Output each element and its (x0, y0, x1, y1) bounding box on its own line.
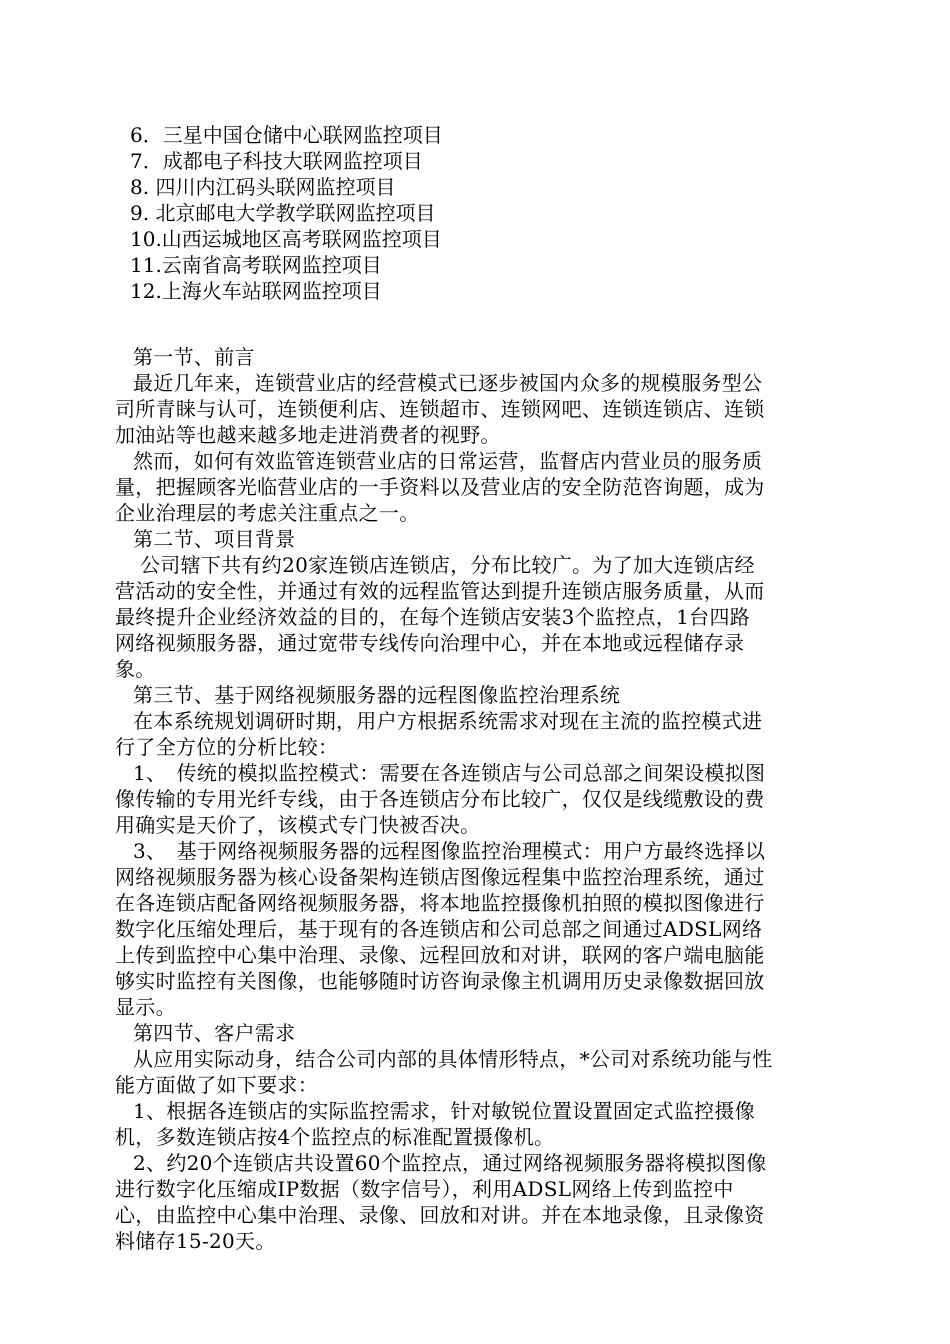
text-line: 在本系统规划调研时期，用户方根据系统需求对现在主流的监控模式进 (133, 709, 763, 733)
list-item: 11.云南省高考联网监控项目 (130, 253, 382, 277)
document-body (115, 344, 840, 1254)
text-line: 企业治理层的考虑关注重点之一。 (115, 501, 420, 525)
text-line: 在各连锁店配备网络视频服务器，将本地监控摄像机拍照的模拟图像进行 (115, 891, 765, 915)
text-line: 3、 基于网络视频服务器的远程图像监控治理模式：用户方最终选择以 (133, 839, 766, 863)
text-line: 象。 (115, 657, 156, 681)
text-line: 公司辖下共有约20家连锁店连锁店，分布比较广。为了加大连锁店经 (140, 553, 755, 577)
list-item: 7．成都电子科技大联网监控项目 (130, 149, 423, 173)
text-line: 量，把握顾客光临营业店的一手资料以及营业店的安全防范咨询题，成为 (115, 475, 765, 499)
text-line: 上传到监控中心集中治理、录像、远程回放和对讲，联网的客户端电脑能 (115, 943, 765, 967)
text-line: 从应用实际动身，结合公司内部的具体情形特点，*公司对系统功能与性 (133, 1047, 773, 1071)
text-line: 然而，如何有效监管连锁营业店的日常运营，监督店内营业员的服务质 (133, 449, 763, 473)
list-item: 8. 四川内江码头联网监控项目 (130, 175, 396, 199)
section-heading: 第二节、项目背景 (133, 527, 296, 551)
text-line: 够实时监控有关图像，也能够随时访咨询录像主机调用历史录像数据回放 (115, 969, 765, 993)
section-heading: 第四节、客户需求 (133, 1021, 296, 1045)
text-line: 2、约20个连锁店共设置60个监控点，通过网络视频服务器将模拟图像 (133, 1151, 767, 1175)
text-line: 显示。 (115, 995, 176, 1019)
text-line: 数字化压缩处理后，基于现有的各连锁店和公司总部之间通过ADSL网络 (115, 917, 763, 941)
list-item: 9. 北京邮电大学教学联网监控项目 (130, 201, 436, 225)
text-line: 网络视频服务器为核心设备架构连锁店图像远程集中监控治理系统，通过 (115, 865, 765, 889)
text-line: 营活动的安全性，并通过有效的远程监管达到提升连锁店服务质量，从而 (115, 579, 765, 603)
text-line: 心，由监控中心集中治理、录像、回放和对讲。并在本地录像，且录像资 (115, 1203, 765, 1227)
text-line: 司所青睐与认可，连锁便利店、连锁超市、连锁网吧、连锁连锁店、连锁 (115, 397, 765, 421)
text-line: 行了全方位的分析比较： (115, 735, 339, 759)
list-item: 12.上海火车站联网监控项目 (130, 279, 382, 303)
text-line: 像传输的专用光纤专线，由于各连锁店分布比较广，仅仅是线缆敷设的费 (115, 787, 765, 811)
text-line: 最终提升企业经济效益的目的，在每个连锁店安装3个监控点，1台四路 (115, 605, 751, 629)
text-line: 加油站等也越来越多地走进消费者的视野。 (115, 423, 501, 447)
text-line: 料储存15-20天。 (115, 1229, 276, 1253)
text-line: 能方面做了如下要求： (115, 1073, 318, 1097)
section-heading: 第一节、前言 (133, 345, 255, 369)
text-line: 网络视频服务器，通过宽带专线传向治理中心，并在本地或远程储存录 (115, 631, 745, 655)
text-line: 进行数字化压缩成IP数据（数字信号），利用ADSL网络上传到监控中 (115, 1177, 734, 1201)
text-line: 1、 传统的模拟监控模式：需要在各连锁店与公司总部之间架设模拟图 (133, 761, 766, 785)
list-item: 6．三星中国仓储中心联网监控项目 (130, 123, 443, 147)
text-line: 最近几年来，连锁营业店的经营模式已逐步被国内众多的规模服务型公 (133, 371, 763, 395)
text-line: 用确实是天价了，该模式专门快被否决。 (115, 813, 481, 837)
text-line: 机，多数连锁店按4个监控点的标准配置摄像机。 (115, 1125, 555, 1149)
text-line: 1、根据各连锁店的实际监控需求，针对敏锐位置设置固定式监控摄像 (133, 1099, 756, 1123)
project-list (130, 122, 850, 304)
section-heading: 第三节、基于网络视频服务器的远程图像监控治理系统 (133, 683, 621, 707)
list-item: 10.山西运城地区高考联网监控项目 (130, 227, 442, 251)
